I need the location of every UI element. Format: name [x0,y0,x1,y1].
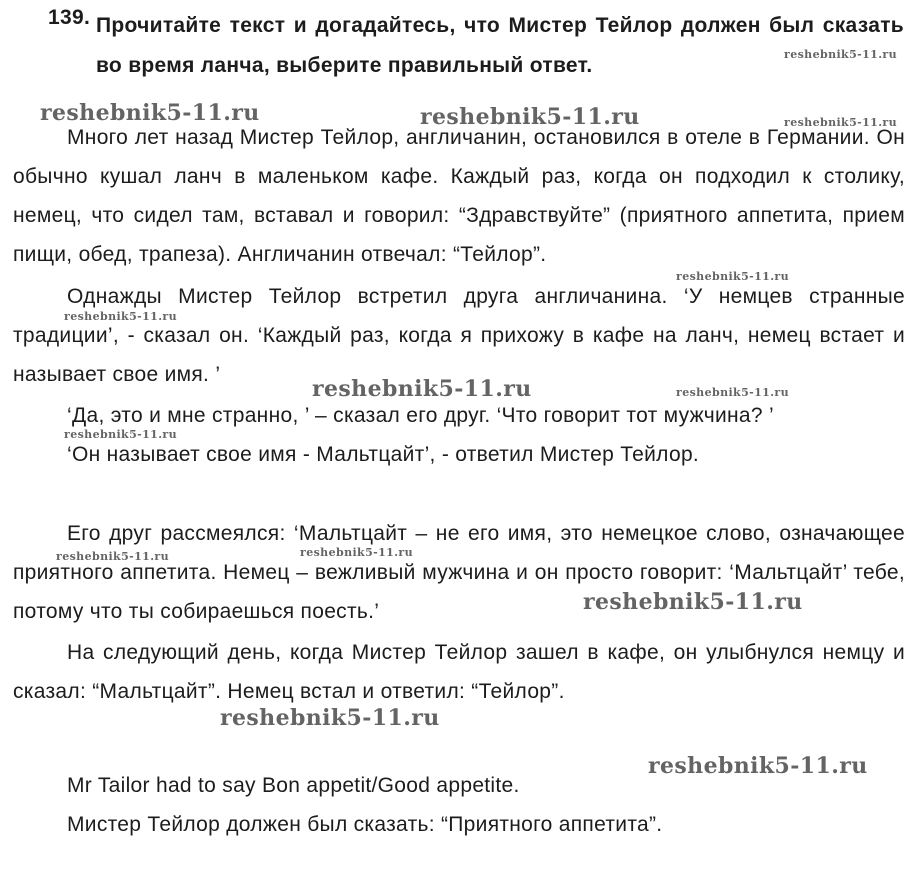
watermark: reshebnik5-11.ru [312,376,532,402]
watermark: reshebnik5-11.ru [56,550,170,563]
watermark: reshebnik5-11.ru [220,705,440,731]
watermark: reshebnik5-11.ru [676,270,790,283]
watermark: reshebnik5-11.ru [64,310,178,323]
watermark: reshebnik5-11.ru [300,546,414,559]
story-paragraph-2: Однажды Мистер Тейлор встретил друга англичанина. ‘У немцев странные традиции’, - сказал он. ‘Каждый раз, когда я прихожу в кафе на ланч, немец встает и называет свое имя. ’ [13,285,905,386]
story-paragraph-4: ‘Он называет свое имя - Мальтцайт’, - ответил Мистер Тейлор. [67,443,700,466]
task-instruction: Прочитайте текст и догадайтесь, что Мистер Тейлор должен был сказать во время ланча, выберите правильный ответ. [96,14,904,77]
watermark: reshebnik5-11.ru [648,753,868,779]
watermark: reshebnik5-11.ru [583,589,803,615]
task-number: 139. [48,6,91,29]
watermark: reshebnik5-11.ru [676,386,790,399]
answer-russian: Мистер Тейлор должен был сказать: “Приятного аппетита”. [67,813,663,836]
watermark: reshebnik5-11.ru [784,116,898,129]
story-paragraph-5: Его друг рассмеялся: ‘Мальтцайт – не его имя, это немецкое слово, означающее приятного аппетита. Немец – вежливый мужчина и он просто говорит: ‘Мальтцайт’ тебе, потому что ты собираешься поесть.’ [13,522,905,623]
watermark: reshebnik5-11.ru [40,100,260,126]
watermark: reshebnik5-11.ru [64,428,178,441]
story-paragraph-3: ‘Да, это и мне странно, ’ – сказал его друг. ‘Что говорит тот мужчина? ’ [67,404,774,427]
story-paragraph-1: Много лет назад Мистер Тейлор, англичанин, остановился в отеле в Германии. Он обычно кушал ланч в маленьком кафе. Каждый раз, когда он подходил к столику, немец, что сидел там, вставал и говорил: “Здравствуйте” (приятного аппетита, прием пищи, обед, трапеза). Англичанин отвечал: “Тейлор”. [13,126,905,266]
watermark: reshebnik5-11.ru [420,104,640,130]
watermark: reshebnik5-11.ru [784,48,898,61]
story-paragraph-6: На следующий день, когда Мистер Тейлор зашел в кафе, он улыбнулся немцу и сказал: “Мальтцайт”. Немец встал и ответил: “Тейлор”. [13,641,905,703]
answer-english: Mr Tailor had to say Bon appetit/Good appetite. [67,774,520,797]
